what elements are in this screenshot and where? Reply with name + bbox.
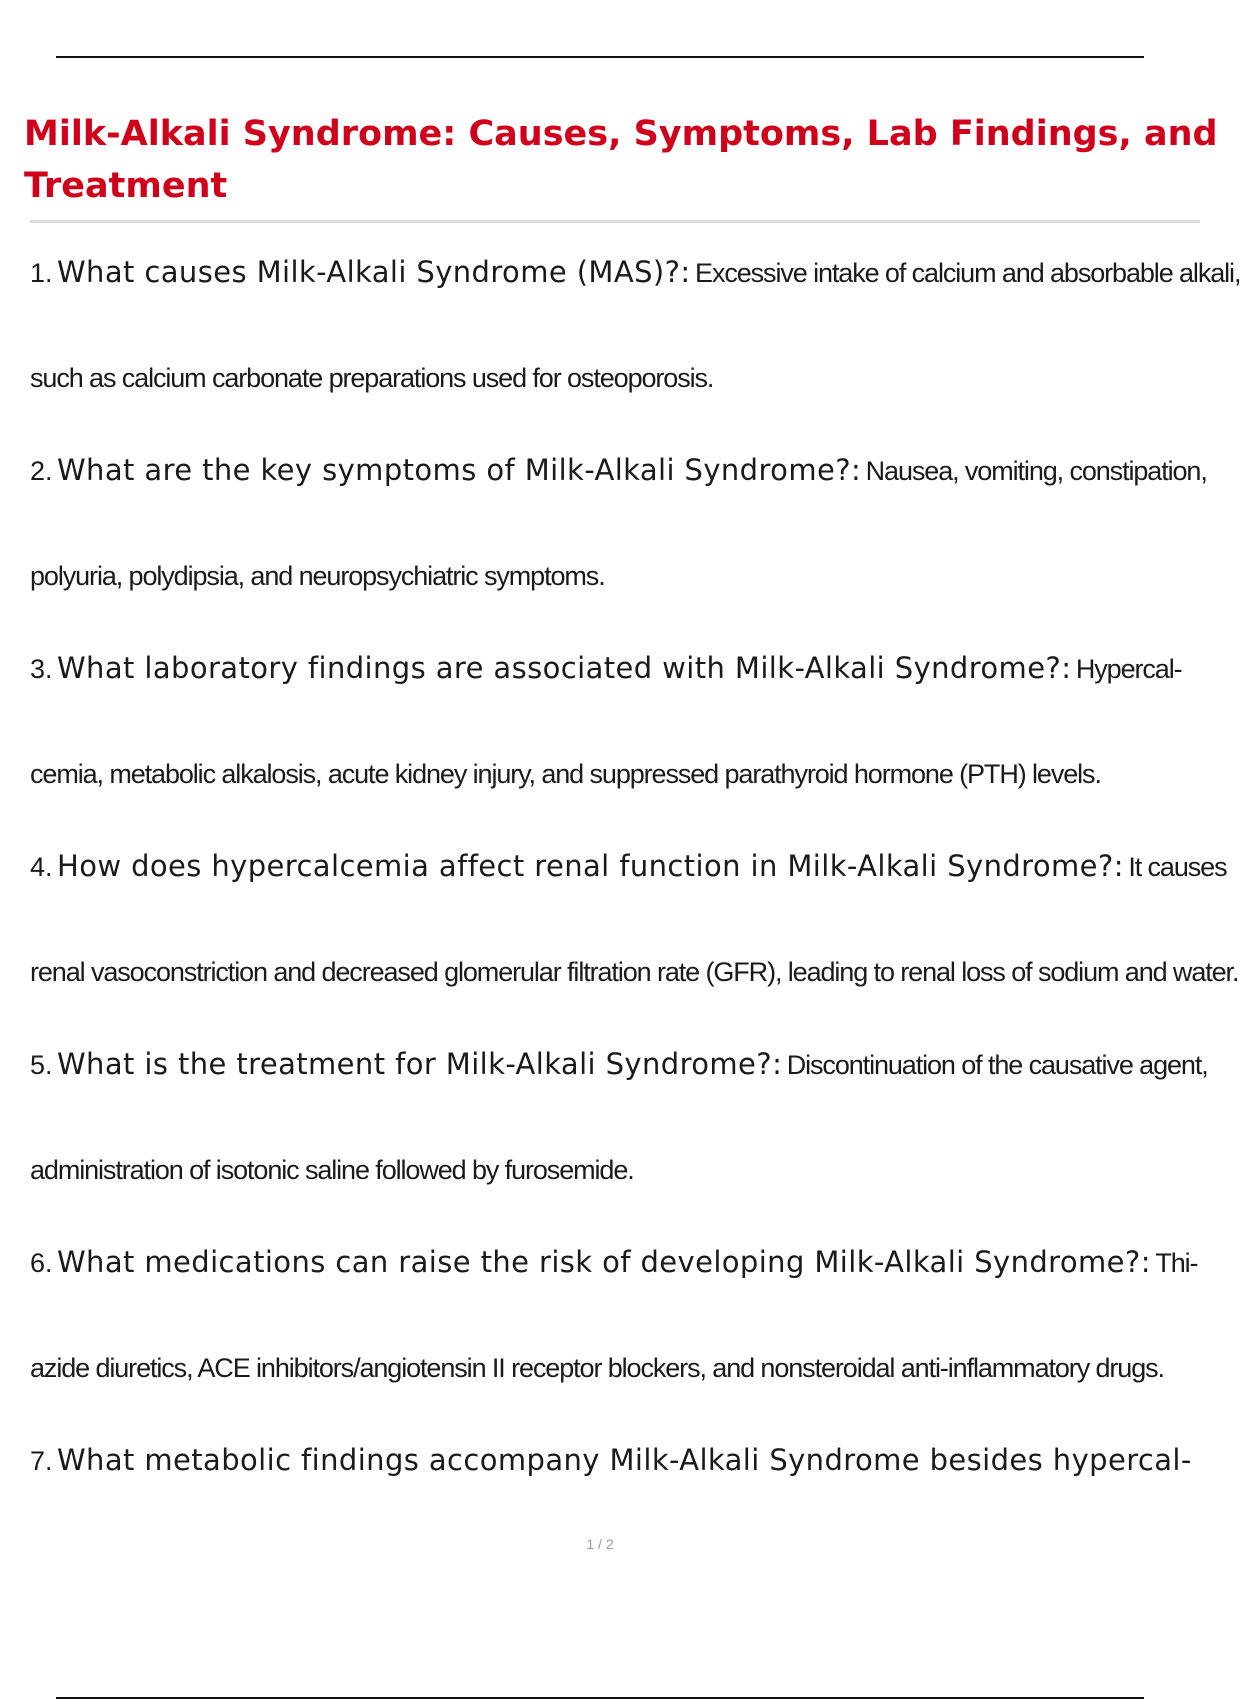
- question-line: [30, 1230, 1200, 1330]
- answer-text-continued: polyuria, polydipsia, and neuropsychiatric symptoms.: [30, 561, 605, 591]
- question-text: What metabolic findings accompany Milk-Alkali Syndrome besides hypercal-: [56, 1443, 1192, 1477]
- answer-text-start: Hypercal-: [1075, 654, 1182, 684]
- question-number: 5.: [30, 1050, 53, 1080]
- question-item-1: [30, 240, 1240, 438]
- question-number: 3.: [30, 654, 53, 684]
- question-item-5: [30, 1032, 1208, 1230]
- question-text: What medications can raise the risk of developing Milk-Alkali Syndrome?:: [56, 1245, 1151, 1279]
- answer-text-start: Nausea, vomiting, constipation,: [865, 456, 1207, 486]
- answer-text-continued: renal vasoconstriction and decreased glomerular filtration rate (GFR), leading to renal loss of sodium and water.: [30, 957, 1239, 987]
- question-item-3: [30, 636, 1200, 834]
- question-list: [30, 240, 1240, 1626]
- footer-rule: [56, 1697, 1144, 1699]
- question-text: What is the treatment for Milk-Alkali Syndrome?:: [56, 1047, 783, 1081]
- answer-text-continued: such as calcium carbonate preparations used for osteoporosis.: [30, 363, 714, 393]
- page-number: 1 / 2: [586, 1536, 614, 1552]
- question-number: 4.: [30, 852, 53, 882]
- question-line: [30, 834, 1227, 934]
- answer-text-continued: administration of isotonic saline followed by furosemide.: [30, 1155, 634, 1185]
- question-number: 1.: [30, 258, 53, 288]
- question-line: [30, 1032, 1208, 1132]
- answer-text-continued: azide diuretics, ACE inhibitors/angiotensin II receptor blockers, and nonsteroidal anti-inflammatory drugs.: [30, 1353, 1164, 1383]
- question-number: 6.: [30, 1248, 53, 1278]
- answer-text-continued: cemia, metabolic alkalosis, acute kidney injury, and suppressed parathyroid hormone (PTH) levels.: [30, 759, 1101, 789]
- answer-text-start: Excessive intake of calcium and absorbable alkali,: [695, 258, 1240, 288]
- title-line-2: Treatment: [24, 166, 228, 206]
- answer-text-start: Thi-: [1155, 1248, 1198, 1278]
- question-line: [30, 240, 1240, 340]
- question-line: [30, 1428, 1200, 1528]
- question-number: 2.: [30, 456, 53, 486]
- header-rule: [56, 56, 1144, 58]
- document-title: [24, 108, 1218, 212]
- question-text: What are the key symptoms of Milk-Alkali Syndrome?:: [56, 453, 862, 487]
- question-item-7: [30, 1428, 1200, 1626]
- title-line-1: Milk-Alkali Syndrome: Causes, Symptoms, Lab Findings, and: [24, 114, 1218, 154]
- answer-text-start: Discontinuation of the causative agent,: [786, 1050, 1208, 1080]
- question-number: 7.: [30, 1446, 53, 1476]
- question-line: [30, 438, 1207, 538]
- question-item-4: [30, 834, 1239, 1032]
- answer-text-start: It causes: [1128, 852, 1227, 882]
- question-line: [30, 636, 1200, 736]
- question-item-2: [30, 438, 1207, 636]
- question-text: How does hypercalcemia affect renal function in Milk-Alkali Syndrome?:: [56, 849, 1124, 883]
- title-separator: [30, 220, 1200, 223]
- question-text: What laboratory findings are associated with Milk-Alkali Syndrome?:: [56, 651, 1072, 685]
- question-text: What causes Milk-Alkali Syndrome (MAS)?:: [56, 255, 691, 289]
- question-item-6: [30, 1230, 1200, 1428]
